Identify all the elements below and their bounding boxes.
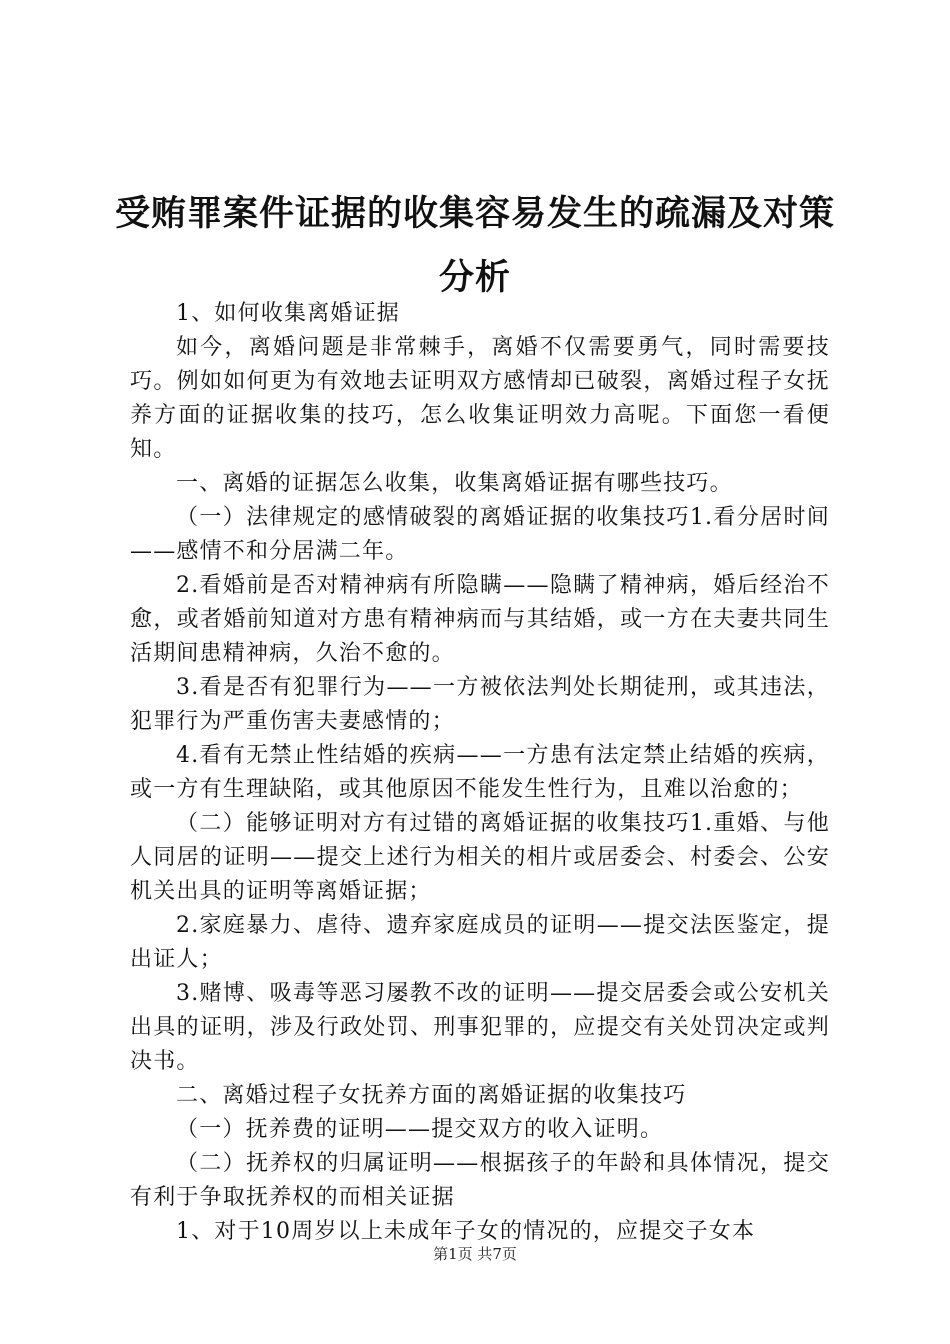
paragraph: 1、如何收集离婚证据 <box>176 301 400 326</box>
document-body <box>130 297 830 1249</box>
paragraph: 3.赌博、吸毒等恶习屡教不改的证明——提交居委会或公安机关出具的证明，涉及行政处罚、刑事犯罪的，应提交有关处罚决定或判决书。 <box>130 981 830 1074</box>
paragraph: 2.看婚前是否对精神病有所隐瞒——隐瞒了精神病，婚后经治不愈，或者婚前知道对方患有精神病而与其结婚，或一方在夫妻共同生活期间患精神病，久治不愈的。 <box>130 573 830 666</box>
paragraph: （二）抚养权的归属证明——根据孩子的年龄和具体情况，提交有利于争取抚养权的而相关证据 <box>130 1151 830 1210</box>
paragraph: （一）抚养费的证明——提交双方的收入证明。 <box>176 1117 664 1142</box>
page-footer: 第1页 共7页 <box>433 1245 517 1263</box>
paragraph: 二、离婚过程子女抚养方面的离婚证据的收集技巧 <box>176 1083 687 1108</box>
paragraph: （一）法律规定的感情破裂的离婚证据的收集技巧1.看分居时间——感情不和分居满二年。 <box>130 505 830 564</box>
paragraph: 1、对于10周岁以上未成年子女的情况的，应提交子女本 <box>176 1219 756 1244</box>
paragraph: （二）能够证明对方有过错的离婚证据的收集技巧1.重婚、与他人同居的证明——提交上述行为相关的相片或居委会、村委会、公安机关出具的证明等离婚证据； <box>130 811 830 904</box>
document-title: 受贿罪案件证据的收集容易发生的疏漏及对策分析 <box>114 194 835 298</box>
paragraph: 3.看是否有犯罪行为——一方被依法判处长期徒刑，或其违法，犯罪行为严重伤害夫妻感情的； <box>130 675 830 734</box>
paragraph: 一、离婚的证据怎么收集，收集离婚证据有哪些技巧。 <box>176 471 733 496</box>
paragraph: 如今，离婚问题是非常棘手，离婚不仅需要勇气，同时需要技巧。例如如何更为有效地去证明双方感情却已破裂，离婚过程子女抚养方面的证据收集的技巧，怎么收集证明效力高呢。下面您一看便知。 <box>130 335 830 462</box>
paragraph: 4.看有无禁止性结婚的疾病——一方患有法定禁止结婚的疾病，或一方有生理缺陷，或其他原因不能发生性行为，且难以治愈的； <box>130 743 830 802</box>
paragraph: 2.家庭暴力、虐待、遗弃家庭成员的证明——提交法医鉴定，提出证人； <box>130 913 830 972</box>
